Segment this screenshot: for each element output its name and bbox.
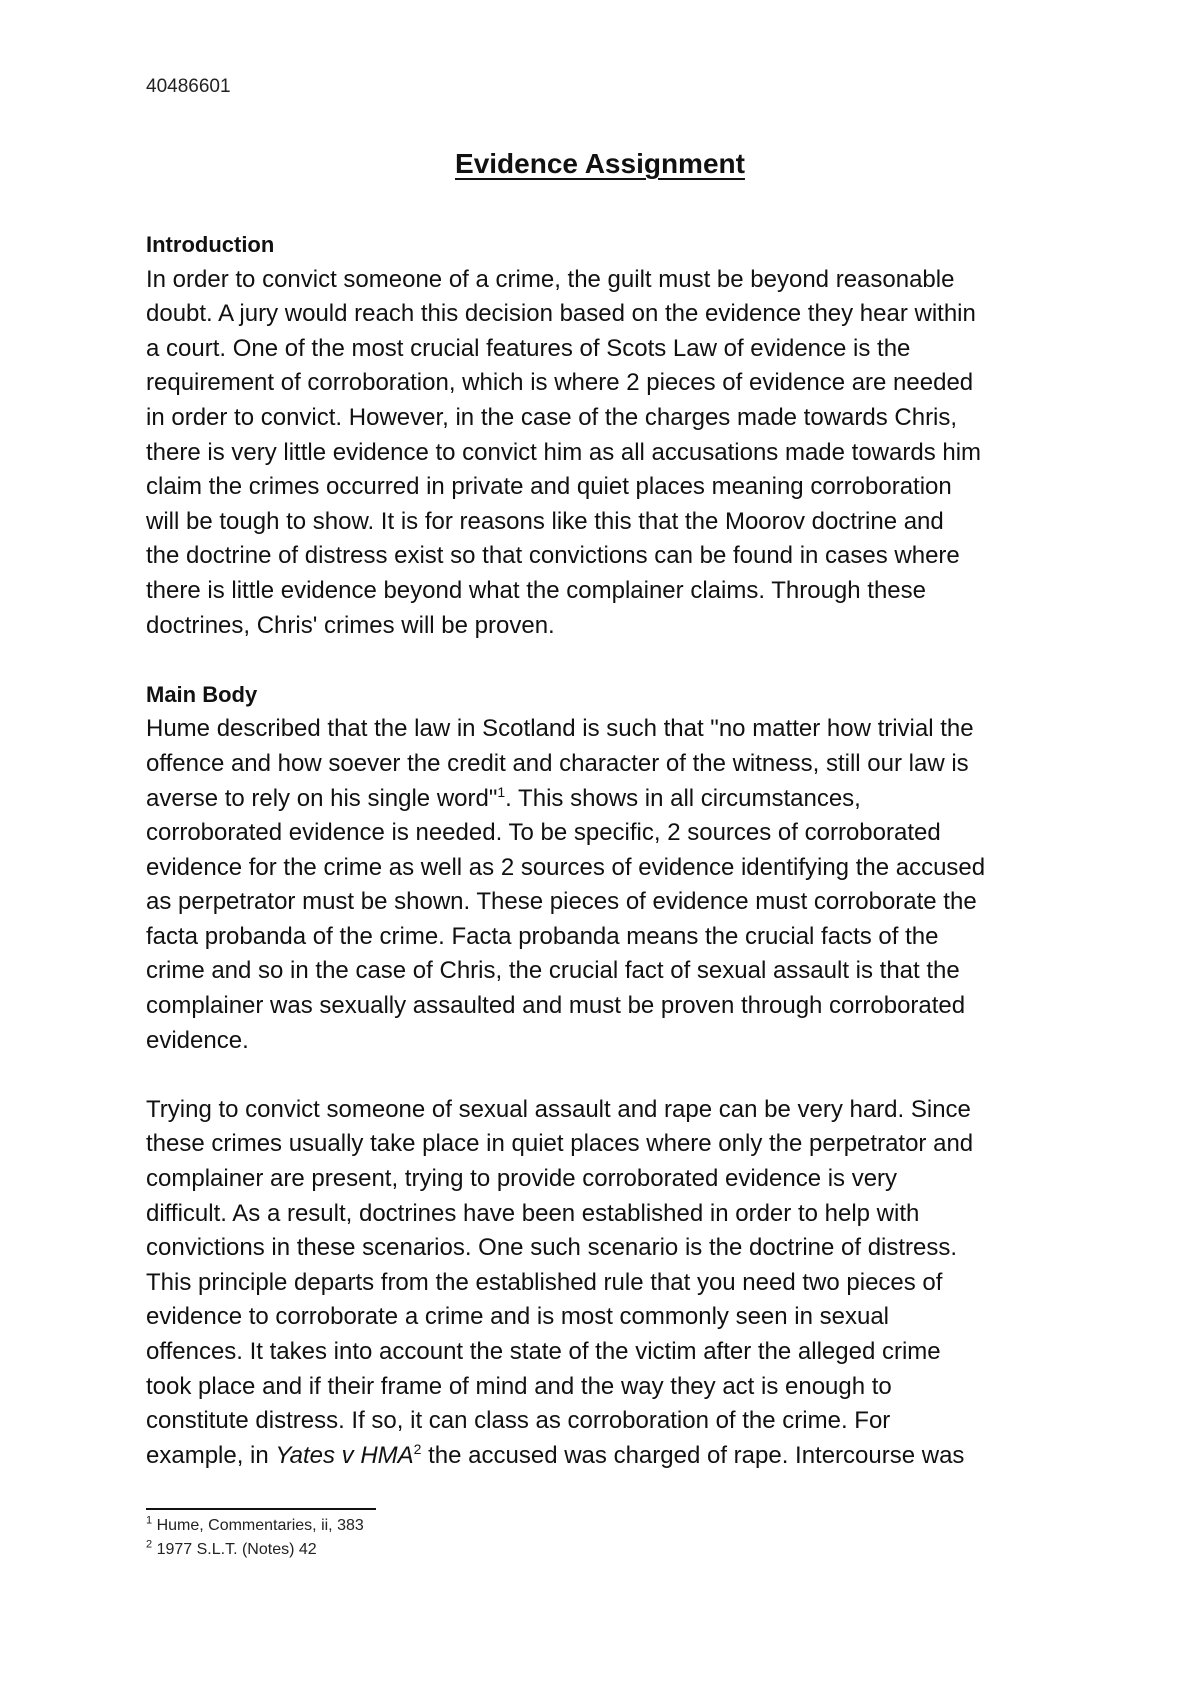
- footnote-number: 1: [146, 1514, 153, 1527]
- footnotes: [146, 1514, 364, 1562]
- text-line: constitute distress. If so, it can class as corroboration of the crime. For: [146, 1407, 891, 1435]
- introduction-heading: Introduction: [146, 232, 275, 257]
- text-line: will be tough to show. It is for reasons like this that the Moorov doctrine and: [146, 507, 944, 535]
- text-line: these crimes usually take place in quiet places where only the perpetrator and: [146, 1130, 974, 1158]
- text-line: convictions in these scenarios. One such scenario is the doctrine of distress.: [146, 1234, 958, 1262]
- main-body-paragraph-1: [146, 712, 1066, 1058]
- page-title: Evidence Assignment: [455, 148, 745, 179]
- text-line: doubt. A jury would reach this decision based on the evidence they hear within: [146, 300, 976, 328]
- text-line: as perpetrator must be shown. These pieces of evidence must corroborate the: [146, 888, 977, 916]
- text-line: crime and so in the case of Chris, the crucial fact of sexual assault is that the: [146, 957, 960, 985]
- text-line: difficult. As a result, doctrines have been established in order to help with: [146, 1199, 920, 1227]
- text-line: complainer was sexually assaulted and must be proven through corroborated: [146, 992, 966, 1020]
- footnote-separator: [146, 1508, 376, 1510]
- text-line: corroborated evidence is needed. To be specific, 2 sources of corroborated: [146, 819, 941, 847]
- text-line: there is very little evidence to convict him as all accusations made towards him: [146, 438, 982, 466]
- footnote-1: [146, 1514, 364, 1538]
- text-line: the doctrine of distress exist so that convictions can be found in cases where: [146, 542, 960, 570]
- student-id: 40486601: [146, 76, 231, 97]
- text-line: In order to convict someone of a crime, the guilt must be beyond reasonable: [146, 265, 955, 293]
- text-line: took place and if their frame of mind and the way they act is enough to: [146, 1372, 892, 1400]
- text-line: a court. One of the most crucial features of Scots Law of evidence is the: [146, 334, 911, 362]
- text-line: complainer are present, trying to provide corroborated evidence is very: [146, 1165, 898, 1193]
- footnote-ref-2: 2: [413, 1440, 422, 1457]
- text-line: Hume described that the law in Scotland is such that "no matter how trivial the: [146, 715, 974, 743]
- text-line: doctrines, Chris' crimes will be proven.: [146, 611, 555, 639]
- footnote-text: Hume, Commentaries, ii, 383: [152, 1517, 364, 1534]
- text-line: in order to convict. However, in the case of the charges made towards Chris,: [146, 403, 958, 431]
- introduction-paragraph: [146, 263, 1066, 644]
- text-line: evidence for the crime as well as 2 sources of evidence identifying the accused: [146, 853, 986, 881]
- text-line: offence and how soever the credit and character of the witness, still our law is: [146, 749, 969, 777]
- paragraph-gap: [146, 643, 1066, 678]
- footnote-ref-1: 1: [497, 783, 506, 800]
- case-name: Yates v HMA: [275, 1441, 414, 1469]
- footnote-2: [146, 1538, 364, 1562]
- text-line: Trying to convict someone of sexual assault and rape can be very hard. Since: [146, 1095, 971, 1123]
- document-body: [146, 228, 1066, 1473]
- text-line: requirement of corroboration, which is where 2 pieces of evidence are needed: [146, 369, 974, 397]
- text-segment: the accused was charged of rape. Intercourse was: [421, 1441, 965, 1469]
- text-line: facta probanda of the crime. Facta probanda means the crucial facts of the: [146, 922, 939, 950]
- main-body-heading: Main Body: [146, 681, 258, 707]
- main-body-paragraph-2: [146, 1093, 1066, 1474]
- paragraph-gap: [146, 1058, 1066, 1093]
- text-segment: . This shows in all circumstances,: [505, 784, 861, 812]
- text-line: This principle departs from the established rule that you need two pieces of: [146, 1268, 943, 1296]
- text-line: there is little evidence beyond what the complainer claims. Through these: [146, 576, 926, 604]
- footnote-text: 1977 S.L.T. (Notes) 42: [152, 1541, 317, 1558]
- text-segment: averse to rely on his single word": [146, 784, 498, 812]
- text-line-with-footnote: [146, 782, 1066, 817]
- text-line: evidence to corroborate a crime and is most commonly seen in sexual: [146, 1303, 890, 1331]
- footnote-number: 2: [146, 1538, 153, 1551]
- text-line: evidence.: [146, 1026, 249, 1054]
- text-line-with-footnote: [146, 1439, 1066, 1474]
- text-segment: example, in: [146, 1441, 276, 1469]
- text-line: claim the crimes occurred in private and quiet places meaning corroboration: [146, 473, 952, 501]
- text-line: offences. It takes into account the state of the victim after the alleged crime: [146, 1338, 941, 1365]
